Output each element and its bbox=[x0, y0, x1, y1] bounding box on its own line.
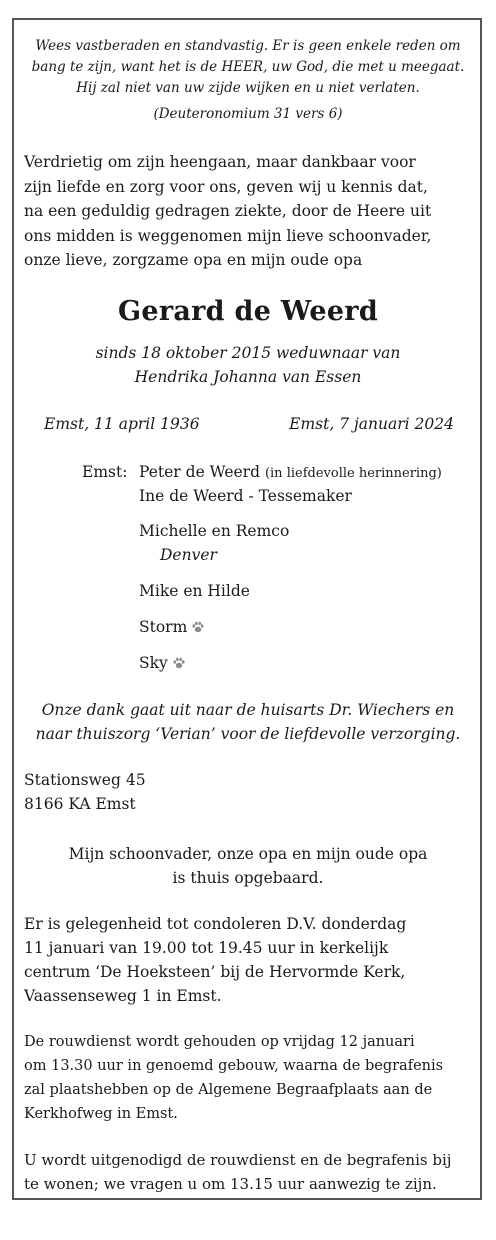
verse-reference: (Deuteronomium 31 vers 6) bbox=[153, 106, 343, 122]
family-pet bbox=[139, 615, 205, 639]
memorial-note: (in liefdevolle herinnering) bbox=[264, 466, 442, 481]
announcement-line: ons midden is weggenomen mijn lieve schoonvader, bbox=[24, 226, 432, 245]
verse-line: bang te zijn, want het is de HEER, uw God, die met u meegaat. bbox=[31, 59, 465, 75]
funeral-service-info bbox=[24, 1030, 480, 1126]
family-member bbox=[139, 460, 442, 486]
bible-verse bbox=[20, 36, 476, 99]
pet-name: Storm bbox=[139, 618, 188, 636]
family-pet bbox=[139, 651, 186, 675]
service-line: om 13.30 uur in genoemd gebouw, waarna de begrafenis bbox=[24, 1058, 444, 1074]
thank-you-line: naar thuiszorg ‘Verian’ voor de liefdevolle verzorging. bbox=[35, 725, 461, 743]
announcement-line: Verdrietig om zijn heengaan, maar dankbaar voor bbox=[24, 153, 416, 171]
laid-out-line: Mijn schoonvader, onze opa en mijn oude opa bbox=[68, 845, 428, 863]
thank-you-note bbox=[20, 698, 476, 746]
condolence-line: 11 januari van 19.00 tot 19.45 uur in kerkelijk bbox=[24, 939, 389, 957]
address-street: Stationsweg 45 bbox=[24, 771, 146, 789]
announcement-line: onze lieve, zorgzame opa en mijn oude opa bbox=[24, 251, 363, 269]
family-member-name: Peter de Weerd bbox=[139, 463, 261, 481]
invitation-line: te wonen; we vragen u om 13.15 uur aanwezig te zijn. bbox=[24, 1175, 437, 1193]
widower-line: sinds 18 oktober 2015 weduwnaar van bbox=[95, 344, 401, 362]
family-member-location: Denver bbox=[160, 546, 217, 564]
family-member: Michelle en Remco bbox=[139, 522, 290, 540]
announcement-line: na een geduldig gedragen ziekte, door de Heere uit bbox=[24, 202, 432, 220]
paw-print-icon bbox=[172, 656, 186, 670]
laid-out-note bbox=[20, 842, 476, 890]
service-line: Kerkhofweg in Emst. bbox=[24, 1106, 178, 1122]
family-member: Ine de Weerd - Tessemaker bbox=[139, 487, 352, 505]
address-city: 8166 KA Emst bbox=[24, 795, 136, 813]
paw-print-shape bbox=[173, 658, 184, 669]
verse-line: Wees vastberaden en standvastig. Er is geen enkele reden om bbox=[35, 38, 461, 54]
home-address bbox=[24, 768, 146, 816]
family-place: Emst: bbox=[82, 463, 128, 481]
death-date: Emst, 7 januari 2024 bbox=[289, 415, 454, 433]
paw-print-icon bbox=[191, 620, 205, 634]
condolence-info bbox=[24, 912, 474, 1008]
invitation-note bbox=[24, 1148, 480, 1196]
deceased-name: Gerard de Weerd bbox=[118, 296, 378, 327]
widower-line: Hendrika Johanna van Essen bbox=[134, 368, 362, 386]
condolence-line: centrum ‘De Hoeksteen’ bij de Hervormde Kerk, bbox=[24, 963, 406, 981]
invitation-line: U wordt uitgenodigd de rouwdienst en de begrafenis bij bbox=[24, 1151, 452, 1169]
announcement-line: zijn liefde en zorg voor ons, geven wij u kennis dat, bbox=[24, 177, 428, 196]
pet-name: Sky bbox=[139, 654, 168, 672]
paw-print-shape bbox=[193, 622, 204, 633]
announcement-text bbox=[24, 150, 474, 273]
thank-you-line: Onze dank gaat uit naar de huisarts Dr. Wiechers en bbox=[41, 701, 455, 719]
condolence-line: Vaassenseweg 1 in Emst. bbox=[24, 987, 222, 1005]
family-member: Mike en Hilde bbox=[139, 582, 250, 600]
condolence-line: Er is gelegenheid tot condoleren D.V. donderdag bbox=[24, 915, 407, 933]
verse-line: Hij zal niet van uw zijde wijken en u niet verlaten. bbox=[76, 80, 420, 96]
laid-out-line: is thuis opgebaard. bbox=[172, 869, 324, 887]
service-line: zal plaatshebben op de Algemene Begraafplaats aan de bbox=[24, 1082, 433, 1098]
service-line: De rouwdienst wordt gehouden op vrijdag 12 januari bbox=[24, 1034, 415, 1050]
widower-note bbox=[20, 341, 476, 389]
birth-date: Emst, 11 april 1936 bbox=[44, 415, 200, 433]
